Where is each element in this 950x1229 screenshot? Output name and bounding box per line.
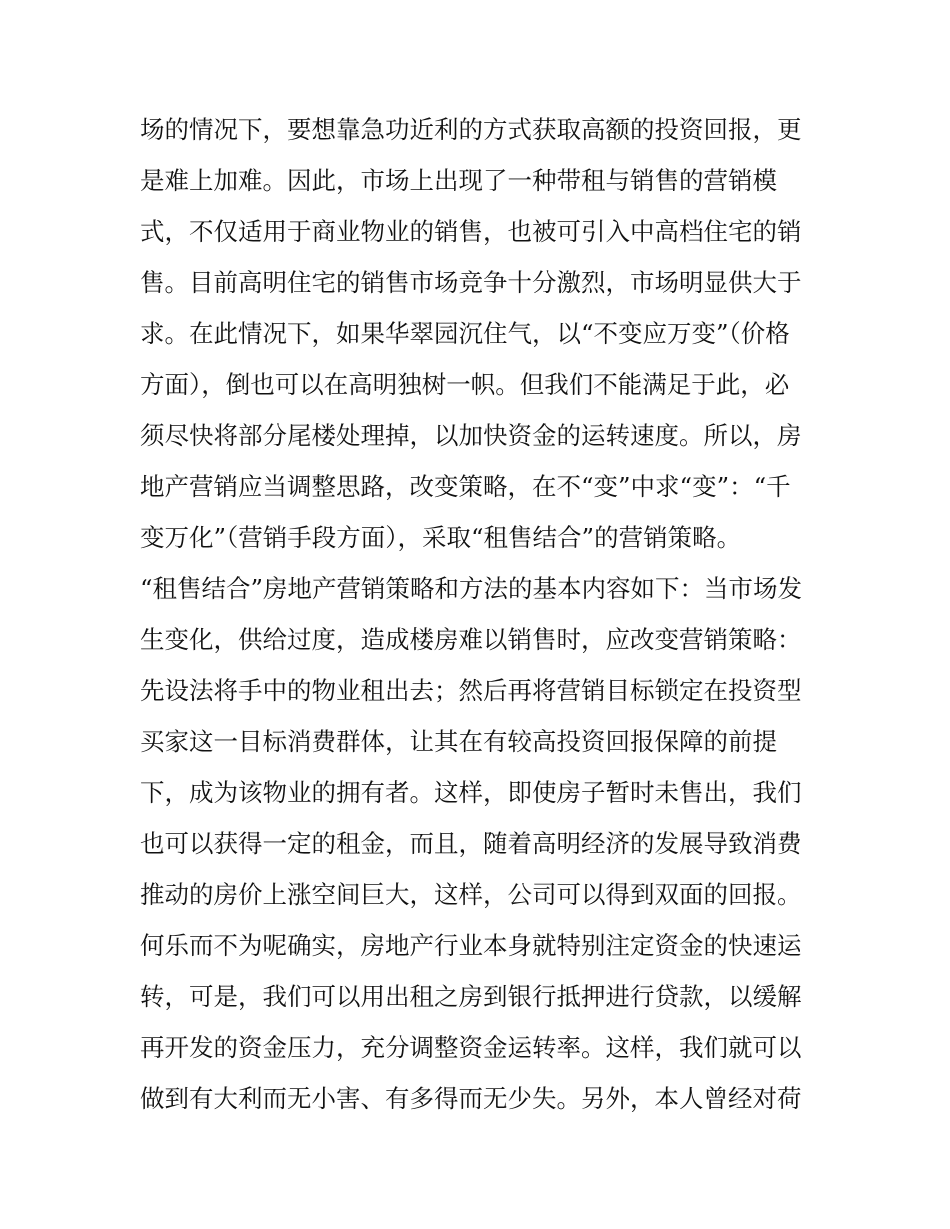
text-line-7: 须尽快将部分尾楼处理掉，以加快资金的运转速度。所以，房 xyxy=(140,421,802,450)
text-line-8: 地产营销应当调整思路，改变策略，在不“变”中求“变”：“千 xyxy=(140,472,791,501)
text-line-19: 再开发的资金压力，充分调整资金运转率。这样，我们就可以 xyxy=(140,1033,802,1062)
text-line-14: 下，成为该物业的拥有者。这样，即使房子暂时未售出，我们 xyxy=(140,778,802,807)
text-line-15: 也可以获得一定的租金，而且，随着高明经济的发展导致消费 xyxy=(140,829,802,858)
text-line-1: 场的情况下，要想靠急功近利的方式获取高额的投资回报，更 xyxy=(140,115,802,144)
text-line-9: 变万化”（营销手段方面），采取“租售结合”的营销策略。 xyxy=(140,523,742,552)
text-line-13: 买家这一目标消费群体，让其在有较高投资回报保障的前提 xyxy=(140,727,777,756)
text-line-17: 何乐而不为呢确实，房地产行业本身就特别注定资金的快速运 xyxy=(140,931,802,960)
text-line-10: “租售结合”房地产营销策略和方法的基本内容如下：当市场发 xyxy=(140,574,803,603)
text-line-11: 生变化，供给过度，造成楼房难以销售时，应改变营销策略： xyxy=(140,625,802,654)
text-line-4: 售。目前高明住宅的销售市场竞争十分激烈，市场明显供大于 xyxy=(140,268,802,297)
text-line-16: 推动的房价上涨空间巨大，这样，公司可以得到双面的回报。 xyxy=(140,880,802,909)
text-line-12: 先设法将手中的物业租出去；然后再将营销目标锁定在投资型 xyxy=(140,676,802,705)
text-line-18: 转，可是，我们可以用出租之房到银行抵押进行贷款，以缓解 xyxy=(140,982,802,1011)
document-body xyxy=(140,104,820,1124)
text-line-20: 做到有大利而无小害、有多得而无少失。另外，本人曾经对荷 xyxy=(140,1084,802,1113)
text-line-2: 是难上加难。因此，市场上出现了一种带租与销售的营销模 xyxy=(140,166,777,195)
text-line-3: 式，不仅适用于商业物业的销售，也被可引入中高档住宅的销 xyxy=(140,217,802,246)
text-line-6: 方面），倒也可以在高明独树一帜。但我们不能满足于此，必 xyxy=(140,370,790,399)
text-line-5: 求。在此情况下，如果华翠园沉住气，以“不变应万变”（价格 xyxy=(140,319,790,348)
